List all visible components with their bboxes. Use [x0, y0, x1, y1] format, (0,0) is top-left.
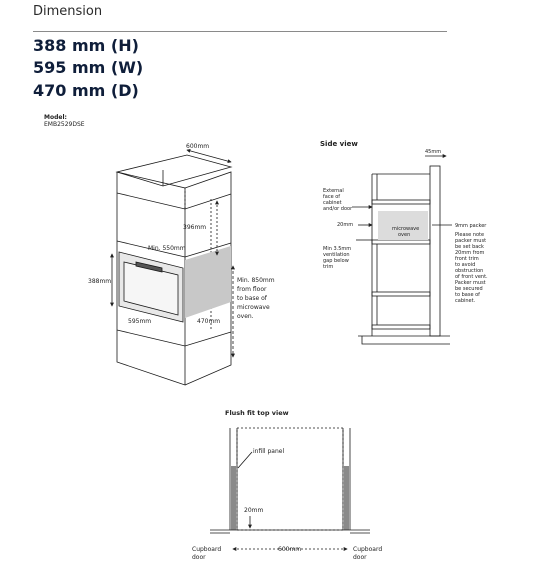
label-oven-height: 388mm — [88, 278, 112, 285]
flush-view-title: Flush fit top view — [225, 409, 289, 417]
label-vent-4: trim — [323, 264, 334, 270]
infill-left — [231, 466, 236, 530]
label-gap-top: 45mm — [425, 149, 442, 155]
dimension-height: 388 mm (H) — [33, 36, 139, 55]
oven-cavity-shade — [185, 246, 231, 318]
side-view-labels — [323, 149, 488, 304]
flush-view-diagram — [210, 428, 370, 549]
label-floor-note-5: oven. — [237, 313, 254, 320]
label-left-door-1: Cupboard — [192, 546, 222, 553]
label-oven-1: microwave — [392, 226, 420, 232]
cabinet-top — [117, 155, 231, 186]
label-packer-1: Please note — [455, 232, 485, 238]
label-packer-8: of front vent. — [455, 274, 488, 280]
label-floor-note-2: from floor — [237, 286, 267, 293]
label-vent-3: gap below — [323, 258, 349, 264]
label-packer-2: packer must — [455, 238, 487, 244]
label-packer-3: be set back — [455, 244, 484, 250]
label-packer-9: Packer must — [455, 280, 486, 286]
model-code: EMB2529DSE — [44, 121, 85, 128]
side-view-title: Side view — [320, 140, 358, 148]
label-infill: infill panel — [253, 448, 285, 455]
label-ext-face-4: and/or door — [323, 206, 353, 212]
label-ext-face-3: cabinet — [323, 200, 342, 206]
front-view-diagram — [112, 150, 233, 385]
label-packer-10: be secured — [455, 286, 483, 292]
label-min-width: Min. 550mm — [148, 245, 186, 252]
infill-right — [344, 466, 349, 530]
label-setback: 20mm — [337, 222, 354, 228]
label-floor-note-4: microwave — [237, 304, 270, 311]
label-gap: 20mm — [244, 507, 264, 514]
label-vent-1: Min 3.5mm — [323, 246, 352, 252]
label-floor-note-3: to base of — [237, 295, 267, 302]
section-title: Dimension — [33, 4, 103, 19]
label-packer-7: obstruction — [455, 268, 484, 274]
label-packer-11: to base of — [455, 292, 480, 298]
label-vent-2: ventilation — [323, 252, 350, 258]
dimension-width: 595 mm (W) — [33, 58, 144, 77]
label-left-door-2: door — [192, 554, 206, 561]
label-packer-title: 9mm packer — [455, 223, 487, 229]
label-right-door-1: Cupboard — [353, 546, 383, 553]
label-packer-12: cabinet. — [455, 298, 476, 304]
label-ext-face-1: External — [323, 188, 344, 194]
flush-view-labels — [192, 448, 382, 561]
label-floor-note-1: Min. 850mm — [237, 277, 275, 284]
label-depth: 470mm — [197, 318, 221, 325]
side-view-diagram — [352, 156, 452, 344]
label-packer-6: to avoid — [455, 262, 476, 268]
label-oven-width: 595mm — [128, 318, 152, 325]
dimension-depth: 470 mm (D) — [33, 81, 139, 100]
label-top-width: 600mm — [186, 143, 210, 150]
label-right-door-2: door — [353, 554, 367, 561]
label-oven-2: oven — [398, 232, 411, 238]
label-upper-height: 396mm — [183, 224, 207, 231]
label-flush-width: 600mm — [278, 546, 302, 553]
label-packer-4: 20mm from — [455, 250, 485, 256]
label-packer-5: front trim — [455, 256, 479, 262]
model-label: Model: — [44, 114, 67, 121]
label-ext-face-2: face of — [323, 194, 341, 200]
